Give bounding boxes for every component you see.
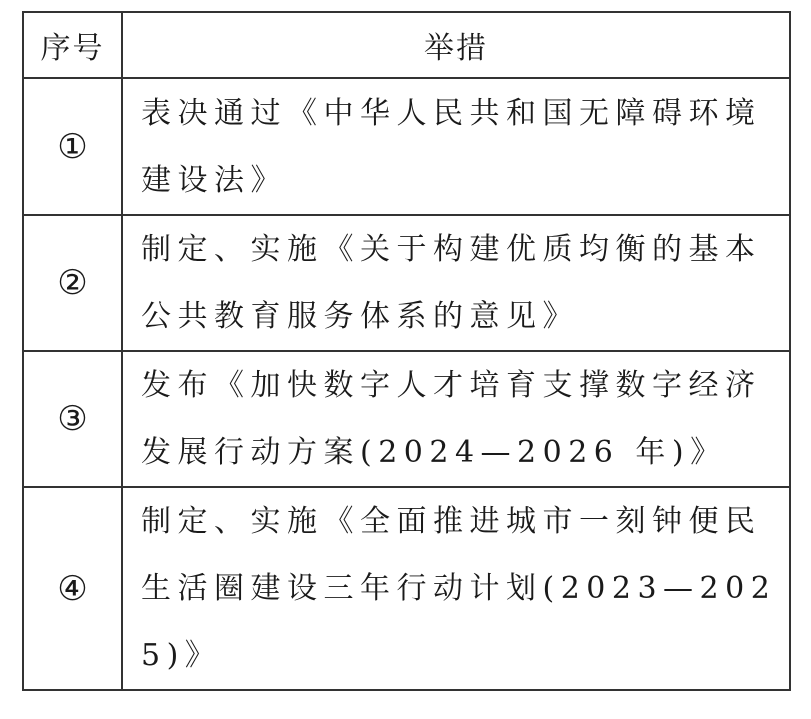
measures-table	[22, 11, 791, 691]
table-row	[23, 78, 790, 215]
row-measure: 发布《加快数字人才培育支撑数字经济发展行动方案(2024—2026 年)》	[122, 351, 790, 487]
row-measure: 制定、实施《全面推进城市一刻钟便民生活圈建设三年行动计划(2023—2025)》	[122, 487, 790, 690]
header-measure: 举措	[122, 12, 790, 78]
row-measure: 制定、实施《关于构建优质均衡的基本公共教育服务体系的意见》	[122, 215, 790, 351]
table-header-row	[23, 12, 790, 78]
row-index: ②	[23, 215, 122, 351]
row-measure: 表决通过《中华人民共和国无障碍环境建设法》	[122, 78, 790, 215]
row-index: ④	[23, 487, 122, 690]
table-row	[23, 351, 790, 487]
header-index: 序号	[23, 12, 122, 78]
row-index: ①	[23, 78, 122, 215]
table-row	[23, 215, 790, 351]
row-index: ③	[23, 351, 122, 487]
table-row	[23, 487, 790, 690]
